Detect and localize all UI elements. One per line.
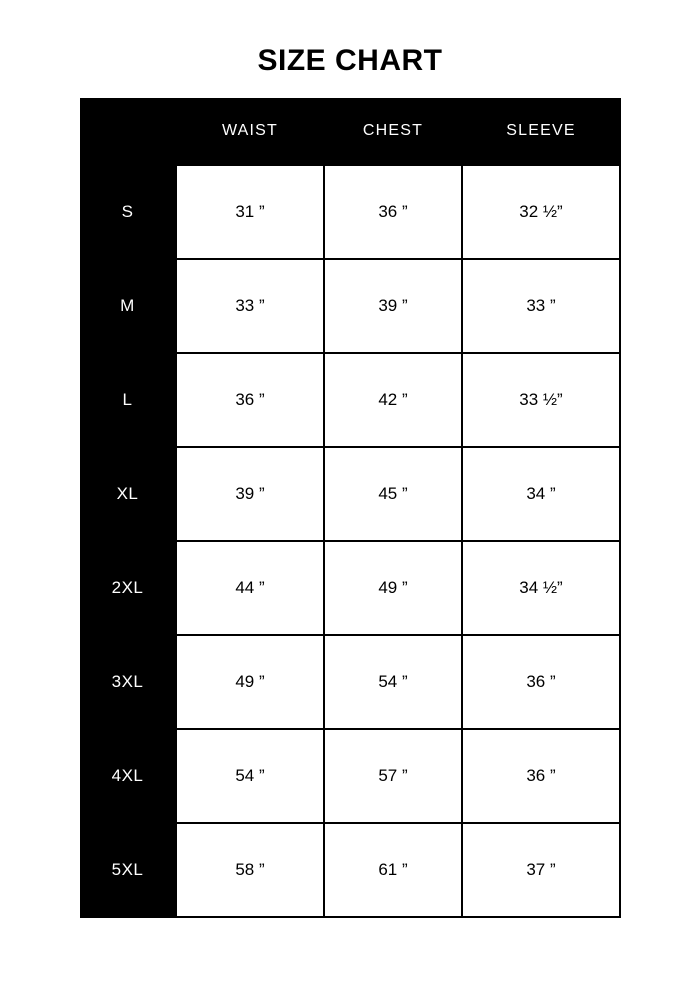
cell-chest: 45 ” [324,447,462,541]
cell-chest: 61 ” [324,823,462,917]
table-body [80,165,620,917]
cell-waist: 58 ” [176,823,324,917]
row-size-label: L [80,353,176,447]
column-header-chest: CHEST [324,98,462,165]
table-row [80,823,620,917]
cell-sleeve: 33 ” [462,259,620,353]
table-header [80,98,620,165]
cell-chest: 42 ” [324,353,462,447]
cell-waist: 33 ” [176,259,324,353]
cell-chest: 54 ” [324,635,462,729]
cell-waist: 39 ” [176,447,324,541]
page-title: SIZE CHART [257,44,443,77]
cell-sleeve: 32 ½” [462,165,620,259]
table-row [80,259,620,353]
cell-chest: 36 ” [324,165,462,259]
size-chart-table-wrapper [80,98,620,918]
cell-waist: 49 ” [176,635,324,729]
cell-sleeve: 34 ” [462,447,620,541]
column-header-sleeve: SLEEVE [462,98,620,165]
cell-sleeve: 33 ½” [462,353,620,447]
cell-waist: 31 ” [176,165,324,259]
cell-waist: 54 ” [176,729,324,823]
cell-sleeve: 36 ” [462,729,620,823]
cell-sleeve: 34 ½” [462,541,620,635]
row-size-label: 2XL [80,541,176,635]
cell-sleeve: 36 ” [462,635,620,729]
cell-chest: 39 ” [324,259,462,353]
size-chart-table [80,98,621,918]
table-row [80,729,620,823]
table-row [80,353,620,447]
cell-waist: 44 ” [176,541,324,635]
row-size-label: 5XL [80,823,176,917]
table-row [80,635,620,729]
table-header-row [80,98,620,165]
row-size-label: 4XL [80,729,176,823]
cell-sleeve: 37 ” [462,823,620,917]
row-size-label: XL [80,447,176,541]
table-row [80,447,620,541]
column-header-size [80,98,176,165]
table-row [80,541,620,635]
cell-chest: 49 ” [324,541,462,635]
cell-chest: 57 ” [324,729,462,823]
row-size-label: M [80,259,176,353]
table-row [80,165,620,259]
column-header-waist: WAIST [176,98,324,165]
row-size-label: S [80,165,176,259]
cell-waist: 36 ” [176,353,324,447]
row-size-label: 3XL [80,635,176,729]
